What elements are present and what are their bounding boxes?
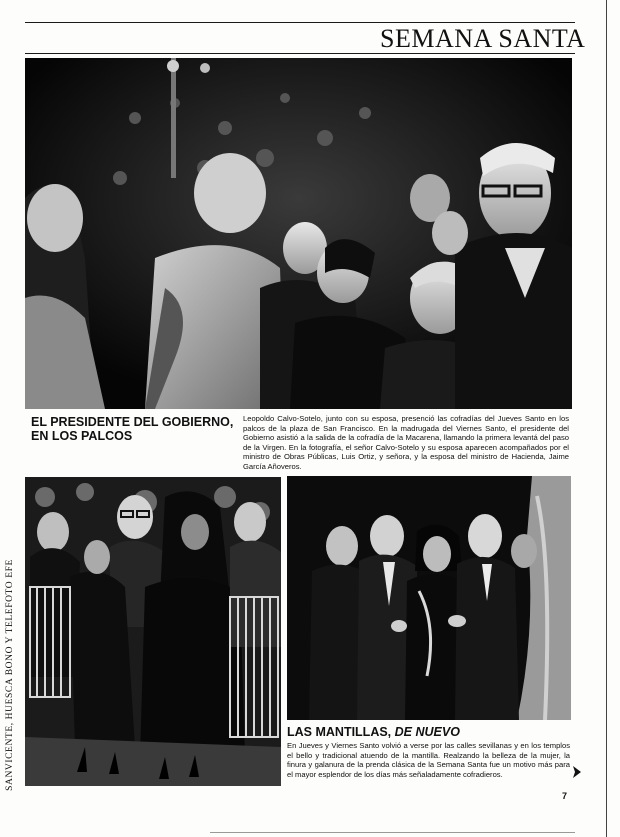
headline-mantillas-italic: DE NUEVO xyxy=(394,725,460,739)
section-title: SEMANA SANTA xyxy=(380,24,586,53)
headline-mantillas-plain: LAS MANTILLAS, xyxy=(287,725,395,739)
headline-president xyxy=(31,415,241,443)
photo-mantillas-barriers xyxy=(25,477,281,786)
photo-mantillas-group xyxy=(287,476,571,720)
bottom-rule xyxy=(210,832,575,833)
caption-mantillas: En Jueves y Viernes Santo volvió a verse por las calles sevillanas y en los templos el bello y tradicional atuendo de la mantilla. Realzando la belleza de la mujer, la finura y galanura de la prenda clásica de la Semana Santa fue un motivo más para el mayor esplendor de los días más señaladamente cofradieros. xyxy=(287,741,570,779)
photo-credit: SANVICENTE, HUESCA BONO Y TELEFOTO EFE xyxy=(5,559,15,791)
caption-president: Leopoldo Calvo-Sotelo, junto con su esposa, presenció las cofradías del Jueves Santo en los palcos de la plaza de San Francisco. En la madrugada del Viernes Santo, el presidente del Gobierno asistió a la salida de la cofradía de la Macarena, llamando la primera levantá del paso de la Virgen. En la fotografía, el señor Calvo-Sotelo y su esposa aparecen acompañados por el ministro de Obras Públicas, Luis Ortiz, y señora, y la esposa del ministro de Hacienda, Jaime García Añoveros. xyxy=(243,414,569,471)
header-rule xyxy=(25,53,575,54)
right-margin-rule xyxy=(606,0,607,837)
headline-mantillas xyxy=(287,725,572,739)
continue-arrow-icon xyxy=(571,766,581,778)
page-number: 7 xyxy=(562,791,568,801)
headline-line1: EL PRESIDENTE DEL GOBIERNO, xyxy=(31,415,234,429)
photo-president-in-boxes xyxy=(25,58,572,409)
headline-line2: EN LOS PALCOS xyxy=(31,429,133,443)
top-rule xyxy=(25,22,575,23)
